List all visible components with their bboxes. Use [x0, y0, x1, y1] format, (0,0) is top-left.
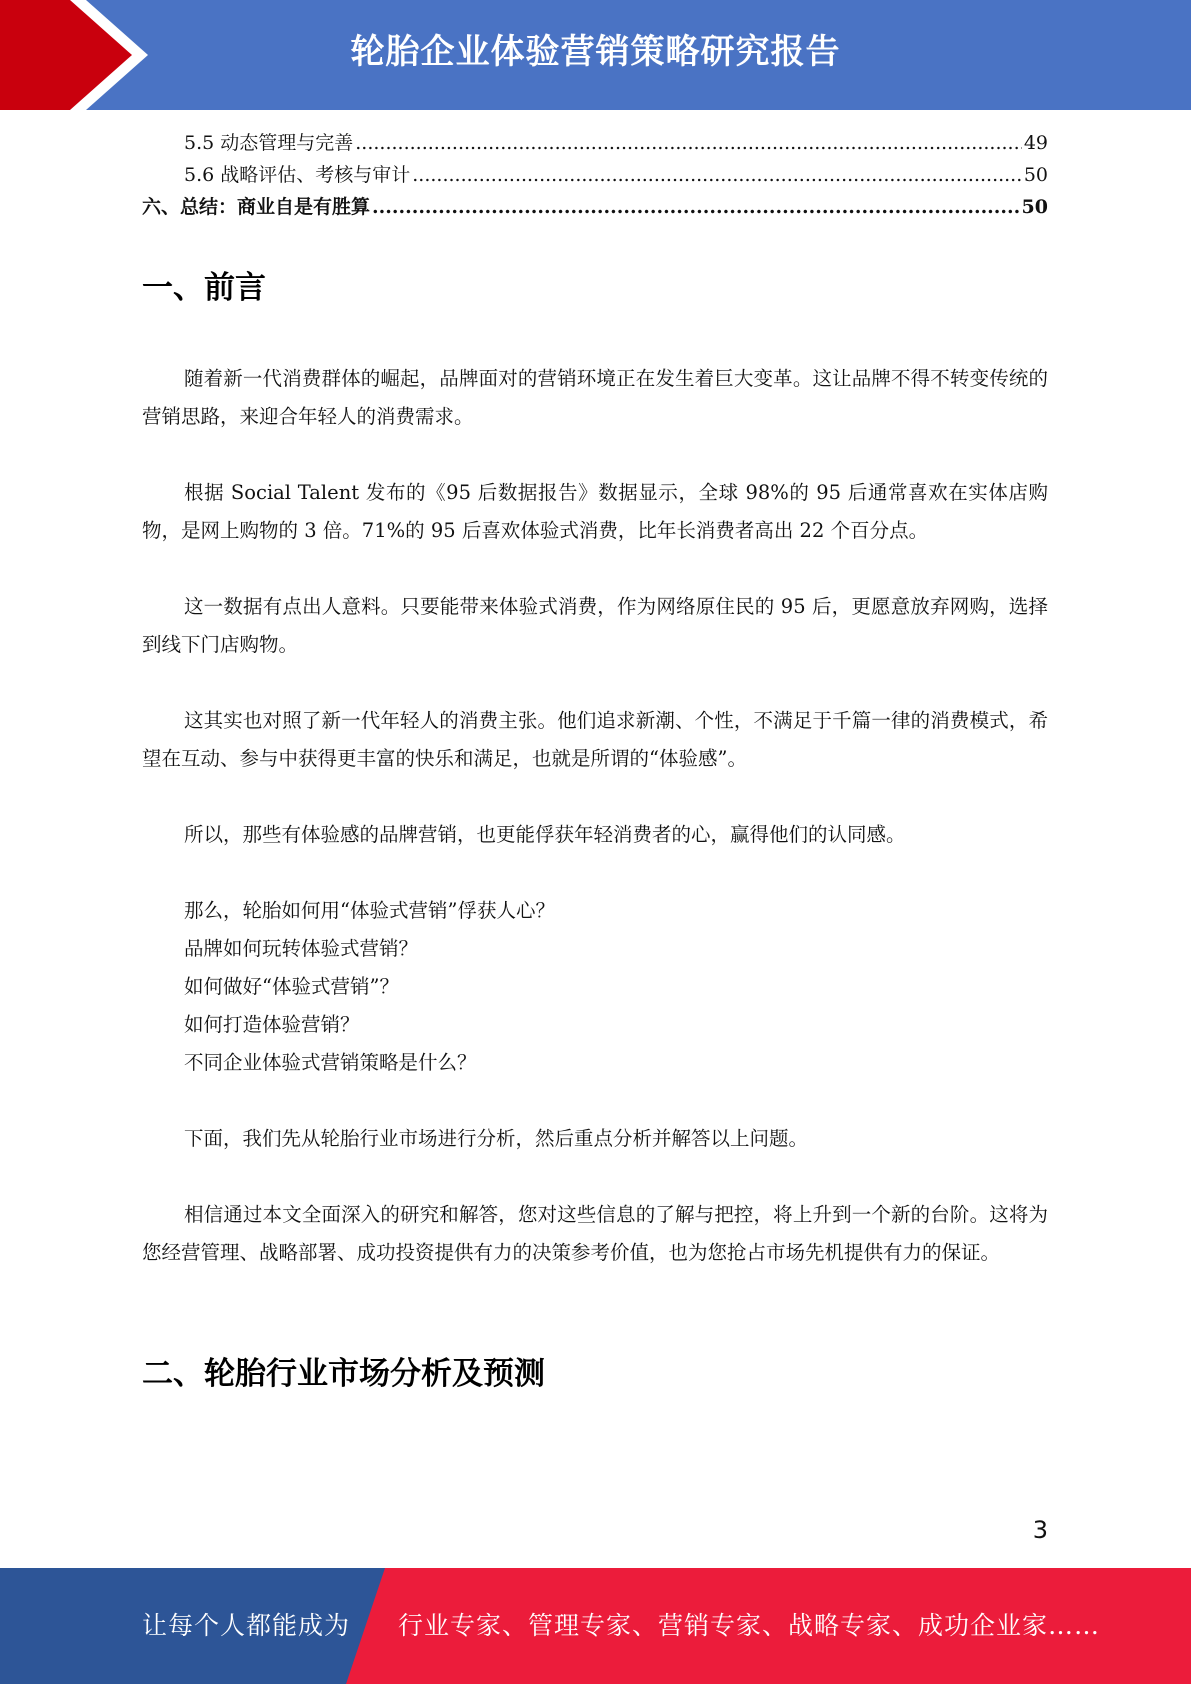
paragraph: 相信通过本文全面深入的研究和解答，您对这些信息的了解与把控，将上升到一个新的台阶。这将为您经营管理、战略部署、成功投资提供有力的决策参考价值，也为您抢占市场先机提供有力的保证。 — [142, 1203, 1048, 1264]
page-number: 3 — [1032, 1516, 1048, 1544]
toc-entry[interactable] — [142, 160, 1048, 192]
toc-entry-page: 50 — [1021, 196, 1048, 218]
toc-entry-label: 5.5 动态管理与完善 — [184, 132, 354, 154]
paragraph: 这一数据有点出人意料。只要能带来体验式消费，作为网络原住民的 95 后，更愿意放弃网购，选择到线下门店购物。 — [142, 595, 1048, 656]
section-body — [142, 360, 1048, 1310]
page-footer — [0, 1568, 1191, 1684]
toc-entry[interactable] — [142, 128, 1048, 160]
toc-leader-dots — [412, 164, 1022, 186]
question-list — [142, 892, 1048, 1082]
paragraph: 这其实也对照了新一代年轻人的消费主张。他们追求新潮、个性，不满足于千篇一律的消费模式，希望在互动、参与中获得更丰富的快乐和满足，也就是所谓的“体验感”。 — [142, 709, 1048, 770]
question-line: 如何做好“体验式营销”？ — [184, 975, 399, 998]
toc-entry[interactable] — [142, 192, 1048, 224]
question-line: 品牌如何玩转体验式营销？ — [184, 937, 419, 960]
toc-entry-label: 六、总结：商业自是有胜算 — [142, 196, 371, 218]
section-heading-preface: 一、前言 — [142, 270, 266, 306]
toc-entry-page: 49 — [1023, 132, 1048, 154]
question-line: 不同企业体验式营销策略是什么？ — [184, 1051, 477, 1074]
section-heading-market-analysis: 二、轮胎行业市场分析及预测 — [142, 1356, 545, 1392]
paragraph: 下面，我们先从轮胎行业市场进行分析，然后重点分析并解答以上问题。 — [184, 1127, 809, 1150]
paragraph: 随着新一代消费群体的崛起，品牌面对的营销环境正在发生着巨大变革。这让品牌不得不转变传统的营销思路，来迎合年轻人的消费需求。 — [142, 367, 1048, 428]
report-title: 轮胎企业体验营销策略研究报告 — [350, 32, 841, 72]
paragraph: 所以，那些有体验感的品牌营销，也更能俘获年轻消费者的心，赢得他们的认同感。 — [184, 823, 906, 846]
footer-slogan-right: 行业专家、管理专家、营销专家、战略专家、成功企业家…… — [398, 1611, 1101, 1640]
toc-entry-label: 5.6 战略评估、考核与审计 — [184, 164, 411, 186]
paragraph: 根据 Social Talent 发布的《95 后数据报告》数据显示，全球 98%的 95 后通常喜欢在实体店购物，是网上购物的 3 倍。71%的 95 后喜欢体验式消费，比年长消费者高出 22 个百分点。 — [142, 481, 1048, 542]
table-of-contents — [142, 128, 1048, 224]
page-header — [0, 0, 1191, 110]
toc-entry-page: 50 — [1023, 164, 1048, 186]
question-line: 如何打造体验营销？ — [184, 1013, 360, 1036]
question-line: 那么，轮胎如何用“体验式营销”俘获人心？ — [184, 899, 555, 922]
toc-leader-dots — [355, 132, 1022, 154]
toc-leader-dots — [372, 196, 1020, 218]
footer-slogan-left: 让每个人都能成为 — [142, 1611, 351, 1640]
